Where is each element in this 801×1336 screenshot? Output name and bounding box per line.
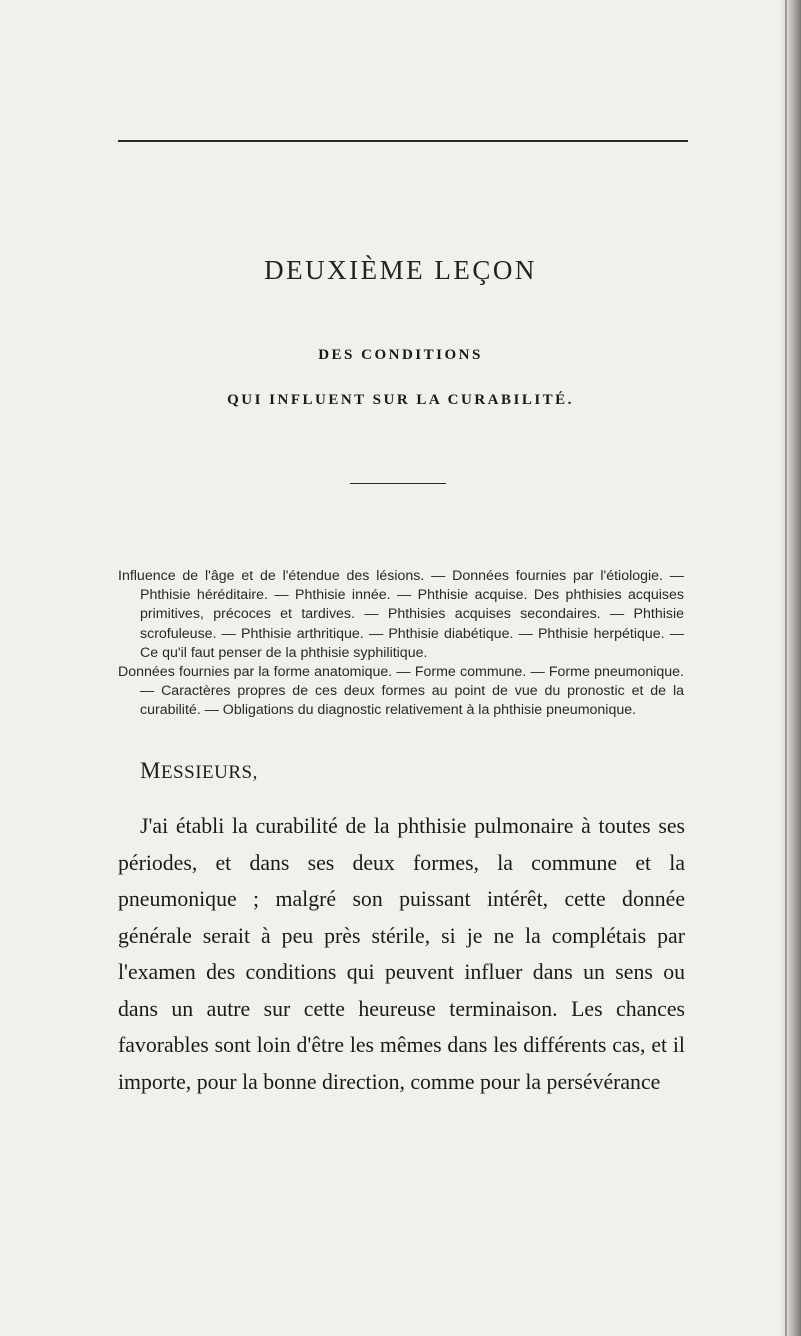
- chapter-summary: [118, 567, 684, 721]
- lesson-title: DEUXIÈME LEÇON: [264, 255, 537, 285]
- binding-edge-line: [785, 0, 787, 1336]
- salutation-initial: M: [140, 758, 161, 783]
- top-rule: [118, 140, 688, 142]
- salutation: [140, 758, 258, 784]
- summary-paragraph-2: Données fournies par la forme anatomique. — Forme commune. — Forme pneumonique. — Caractères propres de ces deux formes au point de vue du pronostic et de la curabilité. — Obligations du diagnostic relativement à la phthisie pneumonique.: [118, 664, 684, 719]
- binding-edge-shadow: [779, 0, 801, 1336]
- summary-paragraph-1: Influence de l'âge et de l'étendue des lésions. — Données fournies par l'étiologie. — Phthisie héréditaire. — Phthisie innée. — Phthisie acquise. Des phthisies acquises primitives, précoces et tardives. — Phthisies acquises secondaires. — Phthisie scrofuleuse. — Phthisie arthritique. — Phthisie diabétique. — Phthisie herpétique. — Ce qu'il faut penser de la phthisie syphilitique.: [118, 568, 684, 661]
- body-paragraph: J'ai établi la curabilité de la phthisie pulmonaire à toutes ses périodes, et dans ses deux formes, la commune et la pneumonique ; malgré son puissant intérêt, cette donnée générale serait à peu près stérile, si je ne la complétais par l'examen des conditions qui peuvent influer dans un sens ou dans un autre sur cette heureuse terminaison. Les chances favorables sont loin d'être les mêmes dans les différents cas, et il importe, pour la bonne direction, comme pour la persévérance: [118, 814, 685, 1094]
- chapter-subtitle-line-1: DES CONDITIONS: [318, 347, 483, 363]
- separator-rule: [350, 483, 446, 484]
- body-text: [118, 808, 685, 1100]
- salutation-rest: ESSIEURS,: [160, 762, 258, 783]
- chapter-subtitle-line-2: QUI INFLUENT SUR LA CURABILITÉ.: [227, 392, 574, 408]
